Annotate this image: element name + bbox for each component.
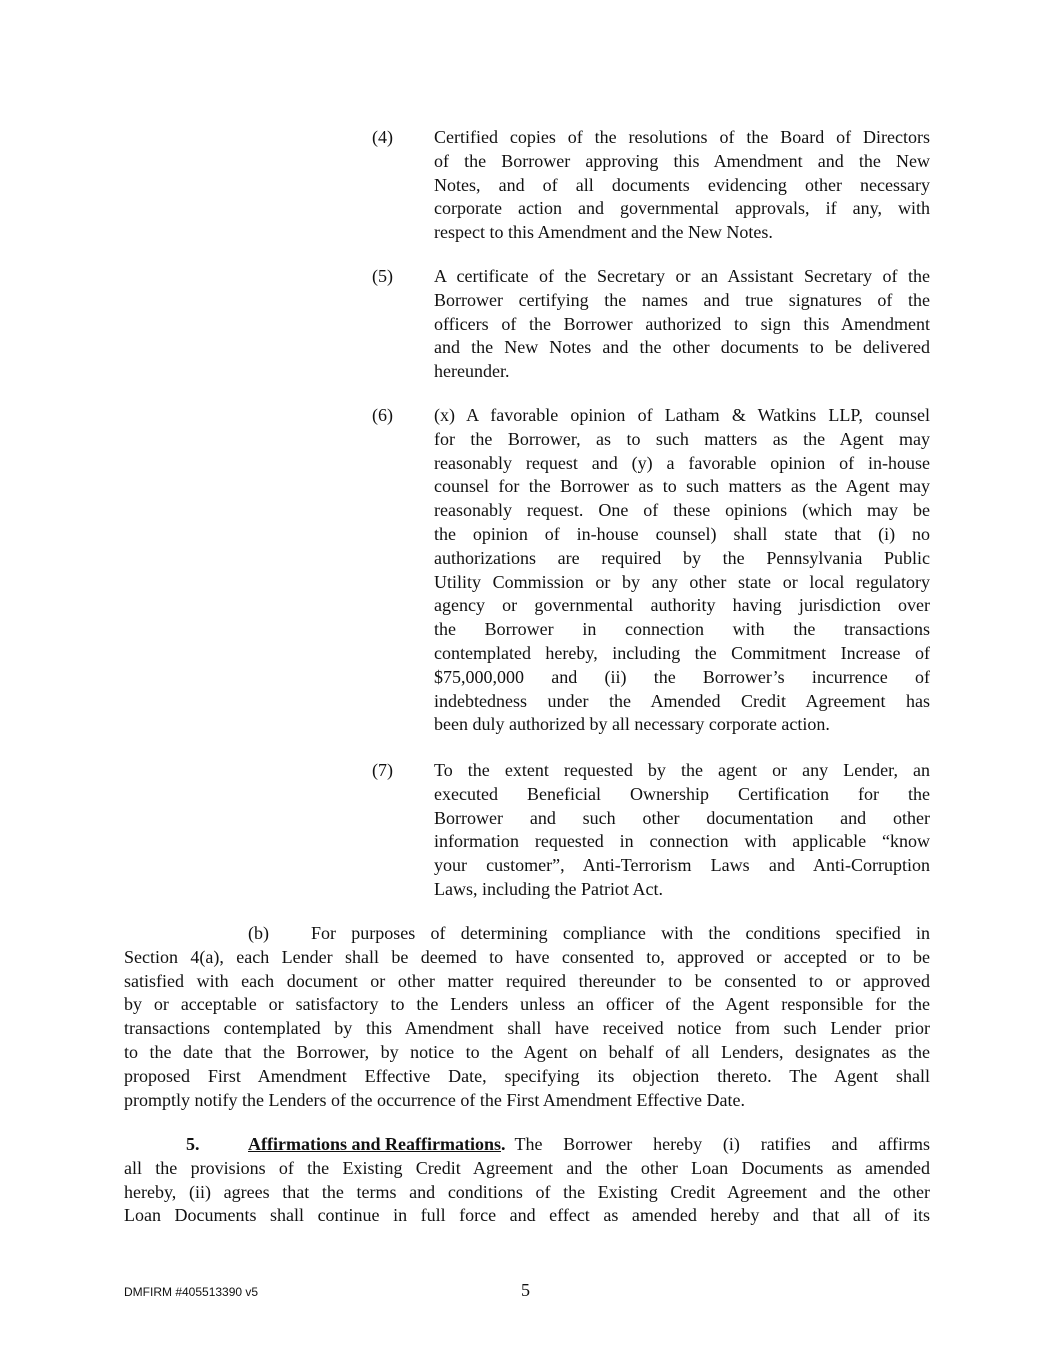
text-line: Borrower certifying the names and true signatures of the — [434, 289, 930, 310]
text-line: executed Beneficial Ownership Certification for the — [434, 783, 930, 804]
item-text — [434, 126, 930, 245]
item-number: (6) — [372, 405, 393, 425]
text-line: Notes, and of all documents evidencing other necessary — [434, 174, 930, 195]
text-line: Section 4(a), each Lender shall be deemed to have consented to, approved or accepted or to be — [124, 946, 930, 967]
text-line: (x) A favorable opinion of Latham & Watkins LLP, counsel — [434, 405, 930, 425]
text-line: hereby, (ii) agrees that the terms and conditions of the Existing Credit Agreement and the other — [124, 1181, 930, 1202]
text-line: reasonably request and (y) a favorable opinion of in-house — [434, 452, 930, 473]
section-5 — [124, 1133, 930, 1228]
text-line: promptly notify the Lenders of the occurrence of the First Amendment Effective Date. — [124, 1089, 745, 1110]
item-number: (4) — [372, 127, 393, 147]
text-line: been duly authorized by all necessary corporate action. — [434, 714, 830, 735]
text-line: transactions contemplated by this Amendment shall have received notice from such Lender prior — [124, 1018, 930, 1039]
text-line: To the extent requested by the agent or any Lender, an — [434, 760, 930, 780]
text-line: contemplated hereby, including the Commitment Increase of — [434, 642, 930, 663]
text-line: the Borrower in connection with the transactions — [434, 619, 930, 640]
text-line: information requested in connection with applicable “know — [434, 831, 930, 852]
text-line: indebtedness under the Amended Credit Agreement has — [434, 690, 930, 711]
item-text — [434, 404, 930, 737]
heading-period: . — [500, 1134, 506, 1154]
item-text — [434, 265, 930, 384]
page-number: 5 — [521, 1280, 530, 1300]
item-number: (7) — [372, 760, 393, 780]
text-line: the opinion of in-house counsel) shall state that (i) no — [434, 523, 930, 544]
text-line: A certificate of the Secretary or an Assistant Secretary of the — [434, 266, 930, 286]
text-line: corporate action and governmental approvals, if any, with — [434, 198, 930, 219]
item-number: (5) — [372, 266, 393, 286]
text-line: proposed First Amendment Effective Date, specifying its objection thereto. The Agent shall — [124, 1065, 930, 1086]
text-line: Laws, including the Patriot Act. — [434, 878, 663, 899]
document-id: DMFIRM #405513390 v5 — [124, 1285, 259, 1299]
section-heading: Affirmations and Reaffirmations — [248, 1134, 501, 1154]
text-line: Utility Commission or by any other state or local regulatory — [434, 571, 930, 592]
text-line: satisfied with each document or other matter required thereunder to be consented to or approved — [124, 970, 930, 991]
text-line: all the provisions of the Existing Credit Agreement and the other Loan Documents as amended — [124, 1157, 930, 1178]
text-line: The Borrower hereby (i) ratifies and affirms — [514, 1134, 930, 1154]
text-line: your customer”, Anti-Terrorism Laws and Anti-Corruption — [434, 855, 930, 876]
text-line: authorizations are required by the Pennsylvania Public — [434, 547, 930, 568]
paragraph-label: (b) — [248, 923, 269, 943]
text-line: hereunder. — [434, 361, 510, 382]
item-text — [434, 759, 930, 902]
text-line: agency or governmental authority having jurisdiction over — [434, 595, 930, 616]
text-line: of the Borrower approving this Amendment and the New — [434, 150, 930, 171]
section-number: 5. — [186, 1134, 200, 1154]
text-line: respect to this Amendment and the New Notes. — [434, 222, 773, 243]
text-line: for the Borrower, as to such matters as the Agent may — [434, 428, 930, 449]
text-line: Borrower and such other documentation and other — [434, 807, 930, 828]
text-line: and the New Notes and the other documents to be delivered — [434, 337, 930, 358]
text-line: reasonably request. One of these opinions (which may be — [434, 500, 930, 521]
text-line: $75,000,000 and (ii) the Borrower’s incurrence of — [434, 666, 930, 687]
text-line: For purposes of determining compliance with the conditions specified in — [311, 923, 930, 943]
text-line: to the date that the Borrower, by notice to the Agent on behalf of all Lenders, designates as the — [124, 1041, 930, 1062]
text-line: officers of the Borrower authorized to sign this Amendment — [434, 313, 930, 334]
section-first-line — [248, 1133, 930, 1157]
text-line: by or acceptable or satisfactory to the Lenders unless an officer of the Agent responsible for the — [124, 994, 930, 1015]
paragraph-b — [124, 922, 930, 1112]
text-line: Loan Documents shall continue in full force and effect as amended hereby and that all of its — [124, 1205, 930, 1226]
text-line: counsel for the Borrower as to such matters as the Agent may — [434, 476, 930, 497]
text-line: Certified copies of the resolutions of the Board of Directors — [434, 127, 930, 147]
